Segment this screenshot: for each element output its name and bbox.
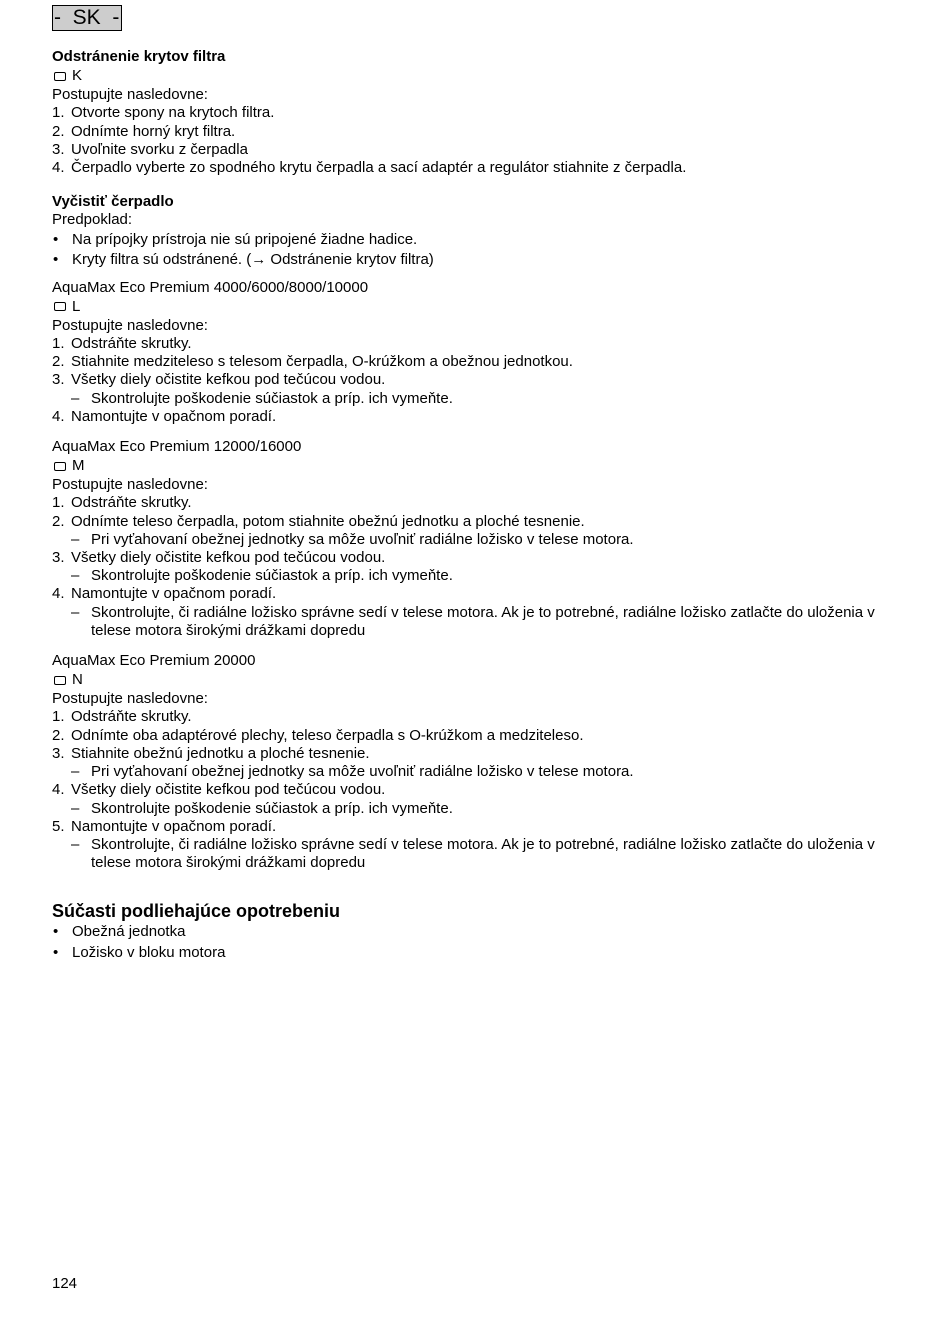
figure-reference — [52, 66, 892, 86]
step-item: 1. Otvorte spony na krytoch filtra. — [52, 104, 275, 122]
figure-letter: K — [72, 67, 83, 85]
prerequisite-label: Predpoklad: — [52, 211, 133, 229]
figure-reference — [52, 456, 892, 476]
section-title: Súčasti podliehajúce opotrebeniu — [52, 901, 341, 922]
step-item: 1. Odstráňte skrutky. — [52, 335, 192, 353]
procedure-intro: Postupujte nasledovne: — [52, 690, 208, 708]
bullet-item: • Kryty filtra sú odstránené. (→ Odstránenie krytov filtra) — [53, 251, 434, 269]
section-title: Vyčistiť čerpadlo — [52, 193, 174, 211]
sub-step: – Skontrolujte poškodenie súčiastok a príp. ich vymeňte. — [71, 389, 453, 407]
step-item: 4. Namontujte v opačnom poradí. — [52, 585, 277, 603]
step-item: 1. Odstráňte skrutky. — [52, 494, 192, 512]
sub-step: – Skontrolujte poškodenie súčiastok a príp. ich vymeňte. — [71, 567, 453, 585]
figure-letter: N — [72, 671, 83, 689]
bullet-item: • Ložisko v bloku motora — [53, 943, 226, 961]
procedure-intro: Postupujte nasledovne: — [52, 86, 208, 104]
procedure-intro: Postupujte nasledovne: — [52, 316, 208, 334]
figure-icon — [54, 302, 66, 311]
step-item: 3. Všetky diely očistite kefkou pod tečúcou vodou. — [52, 371, 386, 389]
figure-letter: L — [72, 297, 81, 315]
step-item: 3. Uvoľnite svorku z čerpadla — [52, 140, 248, 158]
figure-icon — [54, 462, 66, 471]
section-remove-filter-covers — [52, 48, 892, 177]
page-number: 124 — [52, 1275, 78, 1292]
sub-step: – Skontrolujte poškodenie súčiastok a príp. ich vymeňte. — [71, 799, 453, 817]
sub-step: – Skontrolujte, či radiálne ložisko správne sedí v telese motora. Ak je to potrebné, radiálne ložisko zatlačte do uloženia v telese motora širokými drážkami dopredu — [71, 603, 875, 639]
figure-icon — [54, 72, 66, 81]
bullet-item: • Na prípojky prístroja nie sú pripojené žiadne hadice. — [53, 230, 418, 248]
step-item: 4. Čerpadlo vyberte zo spodného krytu čerpadla a sací adaptér a regulátor stiahnite z čerpadla. — [52, 159, 687, 177]
section-wear-parts — [52, 900, 892, 963]
step-item: 1. Odstráňte skrutky. — [52, 708, 192, 726]
step-item: 2. Odnímte horný kryt filtra. — [52, 122, 236, 140]
step-item: 2. Odnímte teleso čerpadla, potom stiahnite obežnú jednotku a ploché tesnenie. — [52, 512, 585, 530]
step-item: 3. Stiahnite obežnú jednotku a ploché tesnenie. — [52, 744, 370, 762]
sub-step: – Skontrolujte, či radiálne ložisko správne sedí v telese motora. Ak je to potrebné, radiálne ložisko zatlačte do uloženia v telese motora širokými drážkami dopredu — [71, 835, 875, 872]
model-name: AquaMax Eco Premium 4000/6000/8000/10000 — [52, 278, 369, 296]
sub-step: – Pri vyťahovaní obežnej jednotky sa môže uvoľniť radiálne ložisko v telese motora. — [71, 763, 634, 781]
bullet-item: • Obežná jednotka — [53, 923, 186, 941]
model-section-b — [52, 438, 892, 640]
figure-reference — [52, 670, 892, 690]
step-item: 4. Namontujte v opačnom poradí. — [52, 407, 277, 425]
model-section-a — [52, 279, 892, 426]
step-item: 5. Namontujte v opačnom poradí. — [52, 817, 277, 835]
model-name: AquaMax Eco Premium 12000/16000 — [52, 438, 302, 456]
section-clean-pump — [52, 193, 892, 270]
figure-icon — [54, 676, 66, 685]
figure-letter: M — [72, 457, 85, 475]
page-content — [52, 48, 892, 963]
language-tab: - SK - — [52, 5, 122, 31]
model-name: AquaMax Eco Premium 20000 — [52, 652, 256, 670]
sub-step: – Pri vyťahovaní obežnej jednotky sa môže uvoľniť radiálne ložisko v telese motora. — [71, 530, 634, 548]
procedure-intro: Postupujte nasledovne: — [52, 476, 208, 494]
step-item: 2. Stiahnite medziteleso s telesom čerpadla, O-krúžkom a obežnou jednotkou. — [52, 353, 573, 371]
figure-reference — [52, 297, 892, 317]
step-item: 3. Všetky diely očistite kefkou pod tečúcou vodou. — [52, 549, 386, 567]
model-section-c — [52, 652, 892, 872]
step-item: 4. Všetky diely očistite kefkou pod tečúcou vodou. — [52, 781, 386, 799]
section-title: Odstránenie krytov filtra — [52, 48, 226, 65]
step-item: 2. Odnímte oba adaptérové plechy, teleso čerpadla s O-krúžkom a medziteleso. — [52, 726, 584, 744]
